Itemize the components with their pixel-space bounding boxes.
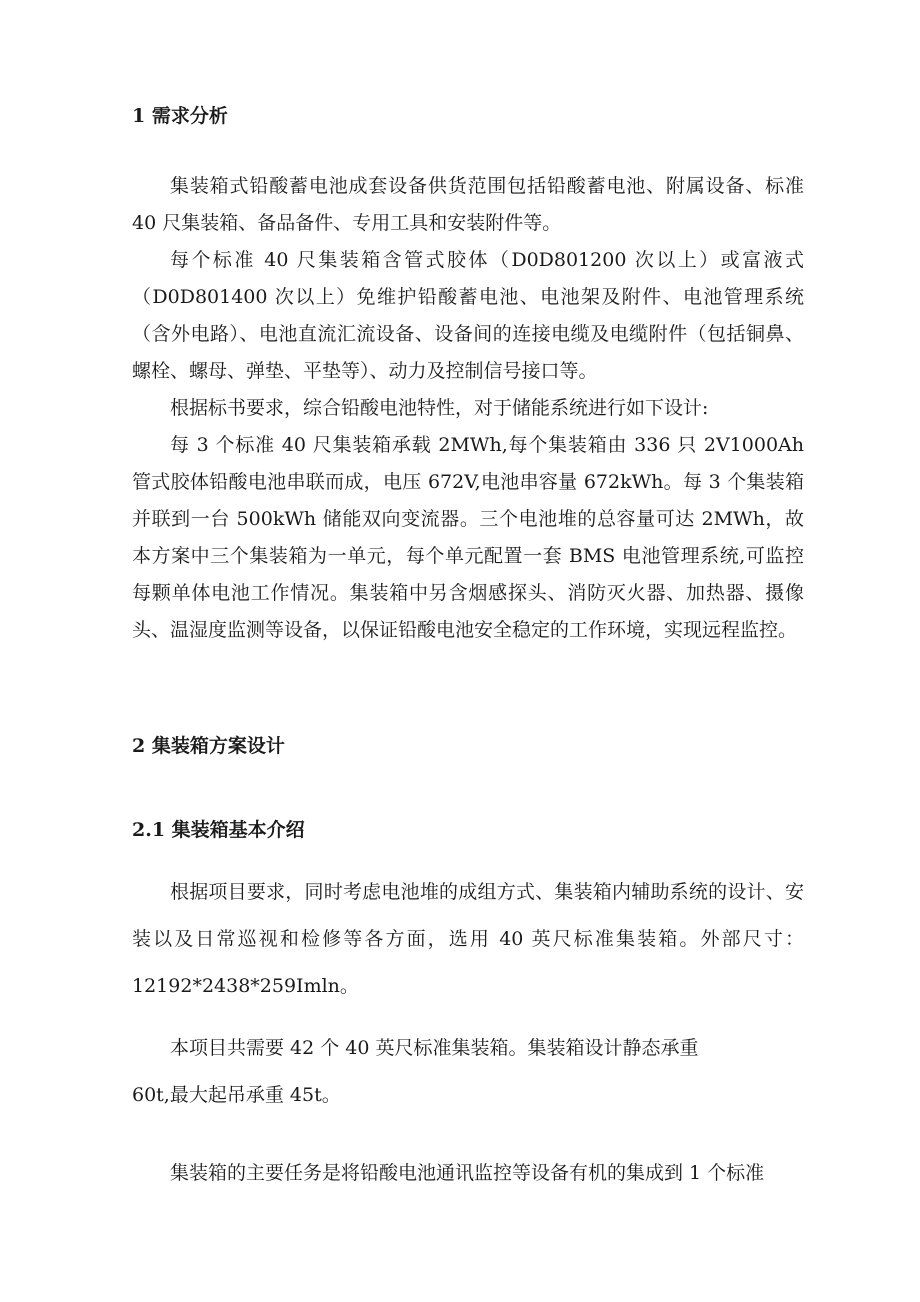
paragraph-container-contents: 每个标准 40 尺集装箱含管式胶体（D0D801200 次以上）或富液式（D0D801400 次以上）免维护铅酸蓄电池、电池架及附件、电池管理系统（含外电路）、电池直流汇流设备、设备间的连接电缆及电缆附件（包括铜鼻、螺栓、螺母、弹垫、平垫等）、动力及控制信号接口等。	[132, 249, 804, 382]
paragraph-design-intro: 根据标书要求，综合铅酸电池特性，对于储能系统进行如下设计:	[170, 397, 709, 419]
section-heading-2-1: 2.1 集装箱基本介绍	[132, 819, 305, 841]
paragraph-container-count-line2: 60t,最大起吊承重 45t。	[132, 1084, 341, 1106]
section-heading-1: 1 需求分析	[132, 105, 228, 127]
paragraph-container-count-line1: 本项目共需要 42 个 40 英尺标准集装箱。集装箱设计静态承重	[170, 1037, 699, 1059]
paragraph-supply-scope: 集装箱式铅酸蓄电池成套设备供货范围包括铅酸蓄电池、附属设备、标准 40 尺集装箱、备品备件、专用工具和安装附件等。	[132, 175, 804, 234]
paragraph-system-design: 每 3 个标准 40 尺集装箱承载 2MWh,每个集装箱由 336 只 2V1000Ah 管式胶体铅酸电池串联而成，电压 672V,电池串容量 672kWh。每 3 个集装箱并联到一台 500kWh 储能双向变流器。三个电池堆的总容量可达 2MWh，故本方案中三个集装箱为一单元，每个单元配置一套 BMS 电池管理系统,可监控每颗单体电池工作情况。集装箱中另含烟感探头、消防灭火器、加热器、摄像头、温湿度监测等设备，以保证铅酸电池安全稳定的工作环境，实现远程监控。	[132, 434, 804, 641]
paragraph-container-selection: 根据项目要求，同时考虑电池堆的成组方式、集装箱内辅助系统的设计、安装以及日常巡视和检修等各方面，选用 40 英尺标准集装箱。外部尺寸：12192*2438*259Imln。	[132, 881, 804, 997]
paragraph-container-task: 集装箱的主要任务是将铅酸电池通讯监控等设备有机的集成到 1 个标准	[170, 1162, 765, 1184]
section-heading-2: 2 集装箱方案设计	[132, 735, 285, 757]
